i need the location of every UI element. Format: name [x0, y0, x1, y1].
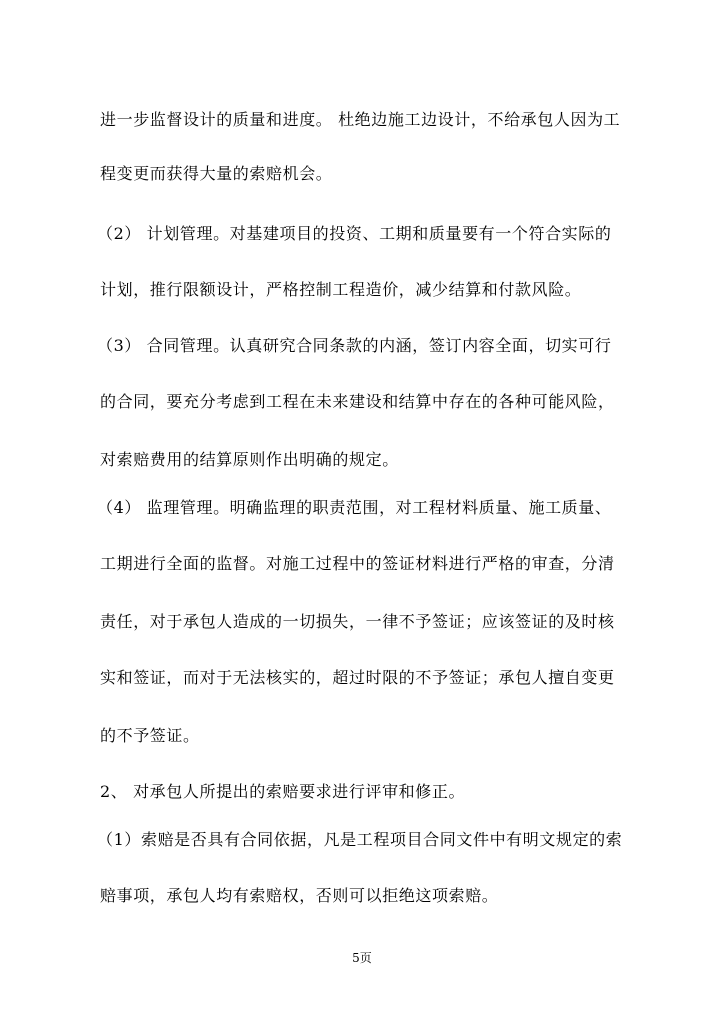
body-line: 对索赔费用的结算原则作出明确的规定。	[100, 450, 399, 469]
body-line: 的合同，要充分考虑到工程在未来建设和结算中存在的各种可能风险，	[100, 392, 615, 411]
body-line: 进一步监督设计的质量和进度。 杜绝边施工边设计，不给承包人因为工	[100, 110, 621, 129]
body-line: 实和签证，而对于无法核实的，超过时限的不予签证；承包人擅自变更	[100, 668, 615, 687]
page-number: 5页	[352, 951, 372, 965]
body-line: 赔事项，承包人均有索赔权，否则可以拒绝这项索赔。	[100, 886, 499, 905]
body-line: 责任，对于承包人造成的一切损失，一律不予签证；应该签证的及时核	[100, 612, 615, 631]
body-line: （1）索赔是否具有合同依据，凡是工程项目合同文件中有明文规定的索	[97, 830, 623, 849]
body-line: 工期进行全面的监督。对施工过程中的签证材料进行严格的审查，分清	[100, 554, 615, 573]
section-heading: 2、 对承包人所提出的索赔要求进行评审和修正。	[100, 782, 466, 801]
body-line: （3） 合同管理。认真研究合同条款的内涵，签订内容全面，切实可行	[97, 336, 612, 355]
body-line: 的不予签证。	[100, 726, 200, 745]
body-line: （2） 计划管理。对基建项目的投资、工期和质量要有一个符合实际的	[97, 224, 612, 243]
body-line: 计划，推行限额设计，严格控制工程造价，减少结算和付款风险。	[100, 280, 582, 299]
body-line: 程变更而获得大量的索赔机会。	[100, 164, 333, 183]
body-line: （4） 监理管理。明确监理的职责范围，对工程材料质量、施工质量、	[97, 498, 612, 517]
